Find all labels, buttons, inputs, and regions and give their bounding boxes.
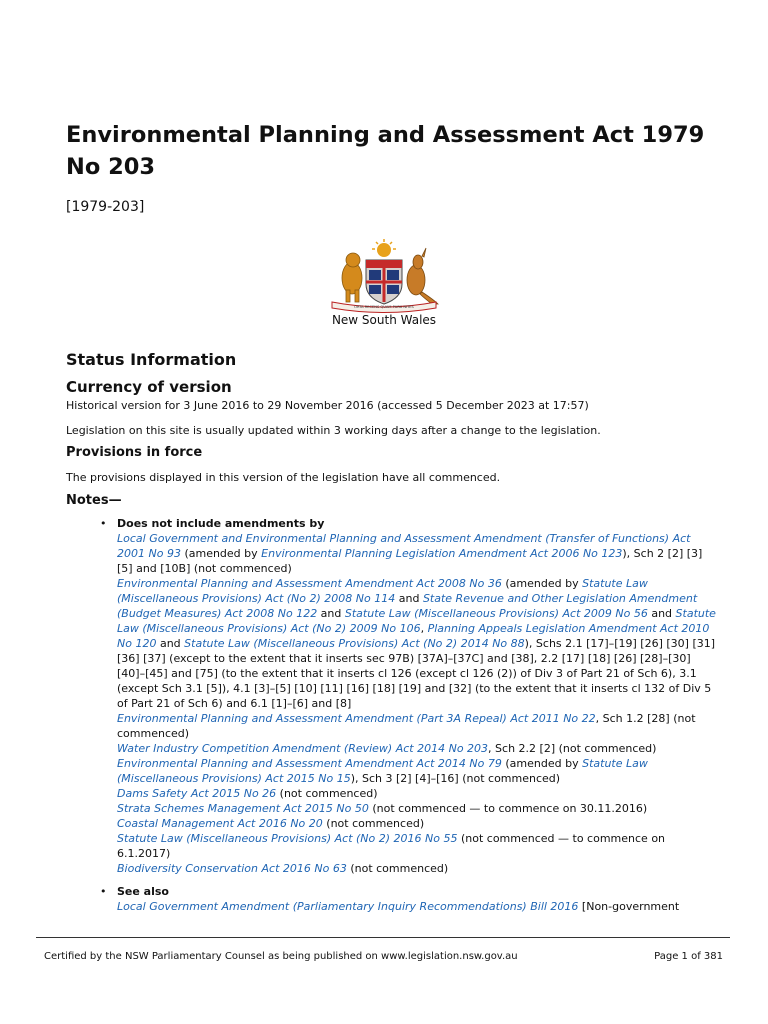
legislation-link[interactable]: Statute Law (Miscellaneous Provisions) Act (No 2) 2014 No 88: [184, 637, 525, 650]
note-entry: [117, 741, 720, 756]
entry-text: and: [395, 592, 423, 605]
note-entry: [117, 831, 720, 861]
legislation-link[interactable]: Environmental Planning Legislation Amendment Act 2006 No 123: [261, 547, 623, 560]
year-reference: [1979-203]: [66, 199, 145, 215]
update-frequency-text: Legislation on this site is usually updated within 3 working days after a change to the legislation.: [66, 424, 601, 437]
currency-of-version-heading: Currency of version: [66, 378, 232, 396]
note-entry: [117, 531, 720, 576]
legislation-link[interactable]: Statute Law (Miscellaneous Provisions) Act 2015 No 15: [117, 757, 648, 785]
entry-text: , Sch 2.2 [2] (not commenced): [488, 742, 657, 755]
note-entry: [117, 899, 720, 914]
bullet-icon: •: [100, 517, 107, 530]
crest-sun: [372, 239, 396, 257]
note-see-also: [100, 884, 720, 914]
note-entry: [117, 756, 720, 786]
crest-caption: New South Wales: [331, 313, 437, 327]
entry-text: (amended by: [180, 547, 262, 560]
legislation-link[interactable]: State Revenue and Other Legislation Amendment (Budget Measures) Act 2008 No 122: [117, 592, 698, 620]
note-entry: [117, 576, 720, 711]
entry-text: ), Sch 2 [2] [3] [5] and [10B] (not commenced): [117, 547, 703, 575]
entry-text: (not commenced): [346, 862, 449, 875]
legislation-link[interactable]: Planning Appeals Legislation Amendment Act 2010 No 120: [117, 622, 710, 650]
nsw-coat-of-arms-icon: [326, 238, 442, 314]
note-entry: [117, 786, 720, 801]
legislation-link[interactable]: Strata Schemes Management Act 2015 No 50: [117, 802, 369, 815]
notes-heading: Notes—: [66, 493, 122, 508]
currency-text: Historical version for 3 June 2016 to 29 November 2016 (accessed 5 December 2023 at 17:57): [66, 399, 589, 412]
footer-page-number: Page 1 of 381: [654, 951, 723, 962]
legislation-link[interactable]: Statute Law (Miscellaneous Provisions) Act (No 2) 2009 No 106: [117, 607, 716, 635]
legislation-link[interactable]: Water Industry Competition Amendment (Review) Act 2014 No 203: [117, 742, 489, 755]
note-heading: See also: [117, 885, 169, 898]
entry-text: and: [156, 637, 185, 650]
entry-text: [Non-government: [578, 900, 680, 913]
entry-text: (amended by: [501, 577, 583, 590]
legislation-link[interactable]: Dams Safety Act 2015 No 26: [117, 787, 277, 800]
legislation-link[interactable]: Local Government and Environmental Planning and Assessment Amendment (Transfer of Functions) Act 2001 No 93: [117, 532, 691, 560]
legislation-link[interactable]: Statute Law (Miscellaneous Provisions) Act (No 2) 2008 No 114: [117, 577, 648, 605]
legislation-link[interactable]: Biodiversity Conservation Act 2016 No 63: [117, 862, 347, 875]
entry-text: and: [317, 607, 345, 620]
note-entry: [117, 861, 720, 876]
page-title: Environmental Planning and Assessment Act 1979 No 203: [66, 122, 705, 180]
crest-lion: [342, 253, 362, 302]
amendments-list: [117, 531, 720, 876]
legislation-link[interactable]: Statute Law (Miscellaneous Provisions) Act (No 2) 2016 No 55: [117, 832, 458, 845]
entry-text: ), Schs 2.1 [17]–[19] [26] [30] [31] [36] [37] (except to the extent that it inserts sec 97B) [37A]–[37C] and [38], 2.2 [17] [18] [26] [28]–[30] [40]–[45] and [75] (to the extent that it inserts cl 126 (except cl 126 (2)) of Div 3 of Part 21 of Sch 6), 3.1 (except Sch 3.1 [5]), 4.1 [3]–[5] [10] [11] [16] [18] [19] and [32] (to the extent that it inserts cl 132 of Div 5 of Part 21 of Sch 6) and 6.1 [1]–[6] and [8]: [117, 637, 716, 710]
note-entry: [117, 816, 720, 831]
legislation-link[interactable]: Environmental Planning and Assessment Amendment Act 2014 No 79: [117, 757, 502, 770]
provisions-in-force-heading: Provisions in force: [66, 445, 203, 460]
status-information-heading: Status Information: [66, 350, 237, 369]
note-does-not-include: [100, 516, 720, 876]
entry-text: , Sch 1.2 [28] (not commenced): [117, 712, 696, 740]
note-heading: Does not include amendments by: [117, 517, 325, 530]
entry-text: (not commenced — to commence on 30.11.2016): [368, 802, 648, 815]
entry-text: (amended by: [501, 757, 583, 770]
entry-text: ), Sch 3 [2] [4]–[16] (not commenced): [350, 772, 561, 785]
legislation-link[interactable]: Coastal Management Act 2016 No 20: [117, 817, 323, 830]
entry-text: (not commenced): [322, 817, 425, 830]
legislation-link[interactable]: Environmental Planning and Assessment Amendment (Part 3A Repeal) Act 2011 No 22: [117, 712, 596, 725]
footer-divider: [36, 937, 730, 938]
entry-text: and: [647, 607, 676, 620]
legislation-link[interactable]: Environmental Planning and Assessment Amendment Act 2008 No 36: [117, 577, 502, 590]
entry-text: ,: [420, 622, 428, 635]
crest-kangaroo: [407, 248, 438, 304]
legislation-link[interactable]: Local Government Amendment (Parliamentary Inquiry Recommendations) Bill 2016: [117, 900, 579, 913]
svg-text:ORTA RECENS QUAM PURA NITES: ORTA RECENS QUAM PURA NITES: [354, 305, 414, 309]
footer-certification: Certified by the NSW Parliamentary Counsel as being published on www.legislation.nsw.gov.au: [44, 951, 518, 962]
provisions-text: The provisions displayed in this version of the legislation have all commenced.: [66, 471, 501, 484]
see-also-list: [117, 899, 720, 914]
bullet-icon: •: [100, 885, 107, 898]
entry-text: (not commenced — to commence on 6.1.2017): [117, 832, 666, 860]
legislation-link[interactable]: Statute Law (Miscellaneous Provisions) Act 2009 No 56: [344, 607, 648, 620]
note-entry: [117, 711, 720, 741]
notes-list: [100, 516, 720, 922]
note-entry: [117, 801, 720, 816]
entry-text: (not commenced): [276, 787, 378, 800]
